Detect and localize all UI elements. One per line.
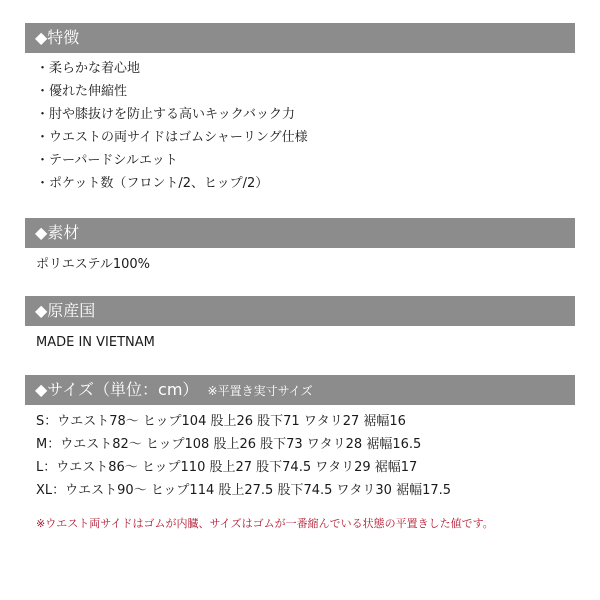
size-heading-bar <box>25 375 575 405</box>
size-row-xl: XL：ウエスト90〜 ヒップ114 股上27.5 股下74.5 ワタリ30 裾幅17.5 <box>36 483 452 498</box>
material-heading: ◆素材 <box>35 223 80 242</box>
size-row-s: S：ウエスト78〜 ヒップ104 股上26 股下71 ワタリ27 裾幅16 <box>36 414 406 429</box>
features-heading-bar <box>25 23 575 53</box>
feature-item: ・優れた伸縮性 <box>36 84 128 99</box>
size-subheading: ※平置き実寸サイズ <box>207 384 313 398</box>
size-heading: ◆サイズ（単位：cm） <box>35 380 199 399</box>
origin-heading: ◆原産国 <box>35 301 96 320</box>
material-heading-bar <box>25 218 575 248</box>
feature-item: ・テーパードシルエット <box>36 153 178 168</box>
feature-item: ・ウエストの両サイドはゴムシャーリング仕様 <box>36 130 308 145</box>
features-heading: ◆特徴 <box>35 28 80 47</box>
feature-item: ・柔らかな着心地 <box>36 61 141 76</box>
origin-value: MADE IN VIETNAM <box>36 335 155 350</box>
size-note: ※ウエスト両サイドはゴムが内臓、サイズはゴムが一番縮んでいる状態の平置きした値です。 <box>36 517 494 530</box>
material-value: ポリエステル100% <box>36 257 150 272</box>
feature-item: ・肘や膝抜けを防止する高いキックバック力 <box>36 107 295 122</box>
feature-item: ・ポケット数（フロント/2、ヒップ/2） <box>36 176 269 191</box>
size-row-m: M：ウエスト82〜 ヒップ108 股上26 股下73 ワタリ28 裾幅16.5 <box>36 437 422 452</box>
origin-heading-bar <box>25 296 575 326</box>
size-row-l: L：ウエスト86〜 ヒップ110 股上27 股下74.5 ワタリ29 裾幅17 <box>36 460 418 475</box>
